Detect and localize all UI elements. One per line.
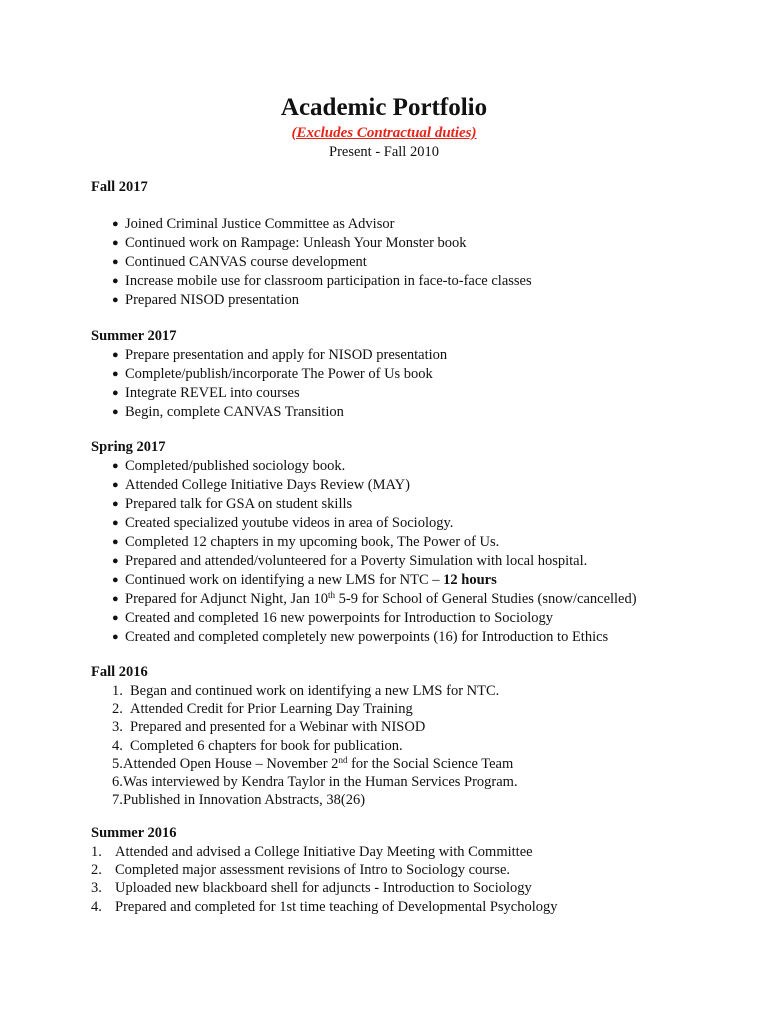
section-summer-2016: [91, 824, 711, 916]
list-item: 7. Published in Innovation Abstracts, 38(26): [112, 792, 366, 809]
list-item: ● Prepared for Adjunct Night, Jan 10th 5-9 for School of General Studies (snow/cancelled): [112, 590, 637, 607]
bullet-icon: ●: [112, 612, 119, 624]
bullet-icon: ●: [112, 498, 119, 510]
list-item: ● Prepared NISOD presentation: [112, 292, 299, 308]
bullet-icon: ●: [112, 237, 119, 249]
list-item: 2. Completed major assessment revisions of Intro to Sociology course.: [91, 862, 511, 879]
list-item: ● Completed/published sociology book.: [112, 458, 346, 474]
numbered-list: [91, 843, 711, 916]
date-range: Present - Fall 2010: [329, 144, 439, 160]
list-item: ● Joined Criminal Justice Committee as Advisor: [112, 216, 395, 232]
title-block: [0, 93, 768, 162]
bullet-icon: ●: [112, 593, 119, 605]
section-summer-2017: [91, 327, 711, 422]
bullet-list: [91, 346, 711, 422]
list-item: 3. Uploaded new blackboard shell for adjuncts - Introduction to Sociology: [91, 880, 532, 897]
section-heading: Summer 2016: [91, 825, 177, 841]
bullet-icon: ●: [112, 387, 119, 399]
bullet-icon: ●: [112, 218, 119, 230]
bullet-list: [91, 457, 711, 647]
section-heading: Summer 2017: [91, 328, 177, 344]
bullet-icon: ●: [112, 349, 119, 361]
hours-emphasis: 12 hours: [443, 572, 497, 588]
bullet-list: [91, 215, 711, 310]
list-item: ● Prepared talk for GSA on student skills: [112, 496, 353, 512]
list-item: 1. Began and continued work on identifying a new LMS for NTC.: [112, 683, 500, 699]
list-item: ● Continued work on identifying a new LMS for NTC – 12 hours: [112, 572, 497, 588]
section-heading: Fall 2016: [91, 664, 148, 680]
bullet-icon: ●: [112, 406, 119, 418]
list-item: ● Integrate REVEL into courses: [112, 385, 300, 401]
list-item: ● Complete/publish/incorporate The Power of Us book: [112, 366, 433, 382]
section-heading: Spring 2017: [91, 439, 166, 455]
list-item: 4. Prepared and completed for 1st time teaching of Developmental Psychology: [91, 898, 558, 915]
bullet-icon: ●: [112, 256, 119, 268]
page-subtitle: (Excludes Contractual duties): [291, 125, 477, 141]
list-item: 4. Completed 6 chapters for book for publication.: [112, 737, 403, 754]
bullet-icon: ●: [112, 368, 119, 380]
list-item: ● Created specialized youtube videos in area of Sociology.: [112, 515, 454, 531]
list-item: 1. Attended and advised a College Initiative Day Meeting with Committee: [91, 844, 533, 860]
list-item: 2. Attended Credit for Prior Learning Day Training: [112, 701, 413, 718]
list-item: 6. Was interviewed by Kendra Taylor in the Human Services Program.: [112, 774, 518, 791]
bullet-icon: ●: [112, 294, 119, 306]
list-item: ● Begin, complete CANVAS Transition: [112, 404, 344, 420]
bullet-icon: ●: [112, 574, 119, 586]
list-item: ● Created and completed 16 new powerpoints for Introduction to Sociology: [112, 610, 554, 626]
page-title: Academic Portfolio: [280, 94, 488, 121]
list-item: ● Increase mobile use for classroom participation in face-to-face classes: [112, 273, 532, 289]
section-heading: Fall 2017: [91, 179, 148, 195]
bullet-icon: ●: [112, 631, 119, 643]
numbered-list: [91, 682, 711, 809]
bullet-icon: ●: [112, 555, 119, 567]
list-item: ● Attended College Initiative Days Review (MAY): [112, 477, 410, 493]
list-item: ● Prepare presentation and apply for NISOD presentation: [112, 347, 448, 363]
section-fall-2016: [91, 663, 711, 809]
bullet-icon: ●: [112, 460, 119, 472]
list-item: ● Continued CANVAS course development: [112, 254, 367, 270]
section-spring-2017: [91, 438, 711, 647]
bullet-icon: ●: [112, 479, 119, 491]
bullet-icon: ●: [112, 517, 119, 529]
bullet-icon: ●: [112, 536, 119, 548]
list-item: ● Created and completed completely new powerpoints (16) for Introduction to Ethics: [112, 629, 609, 645]
list-item: ● Continued work on Rampage: Unleash Your Monster book: [112, 235, 467, 251]
bullet-icon: ●: [112, 275, 119, 287]
list-item: 3. Prepared and presented for a Webinar with NISOD: [112, 719, 426, 736]
list-item: ● Prepared and attended/volunteered for a Poverty Simulation with local hospital.: [112, 553, 588, 569]
section-fall-2017: [91, 178, 711, 310]
list-item: ● Completed 12 chapters in my upcoming book, The Power of Us.: [112, 534, 500, 550]
list-item: 5. Attended Open House – November 2nd for the Social Science Team: [112, 754, 514, 772]
